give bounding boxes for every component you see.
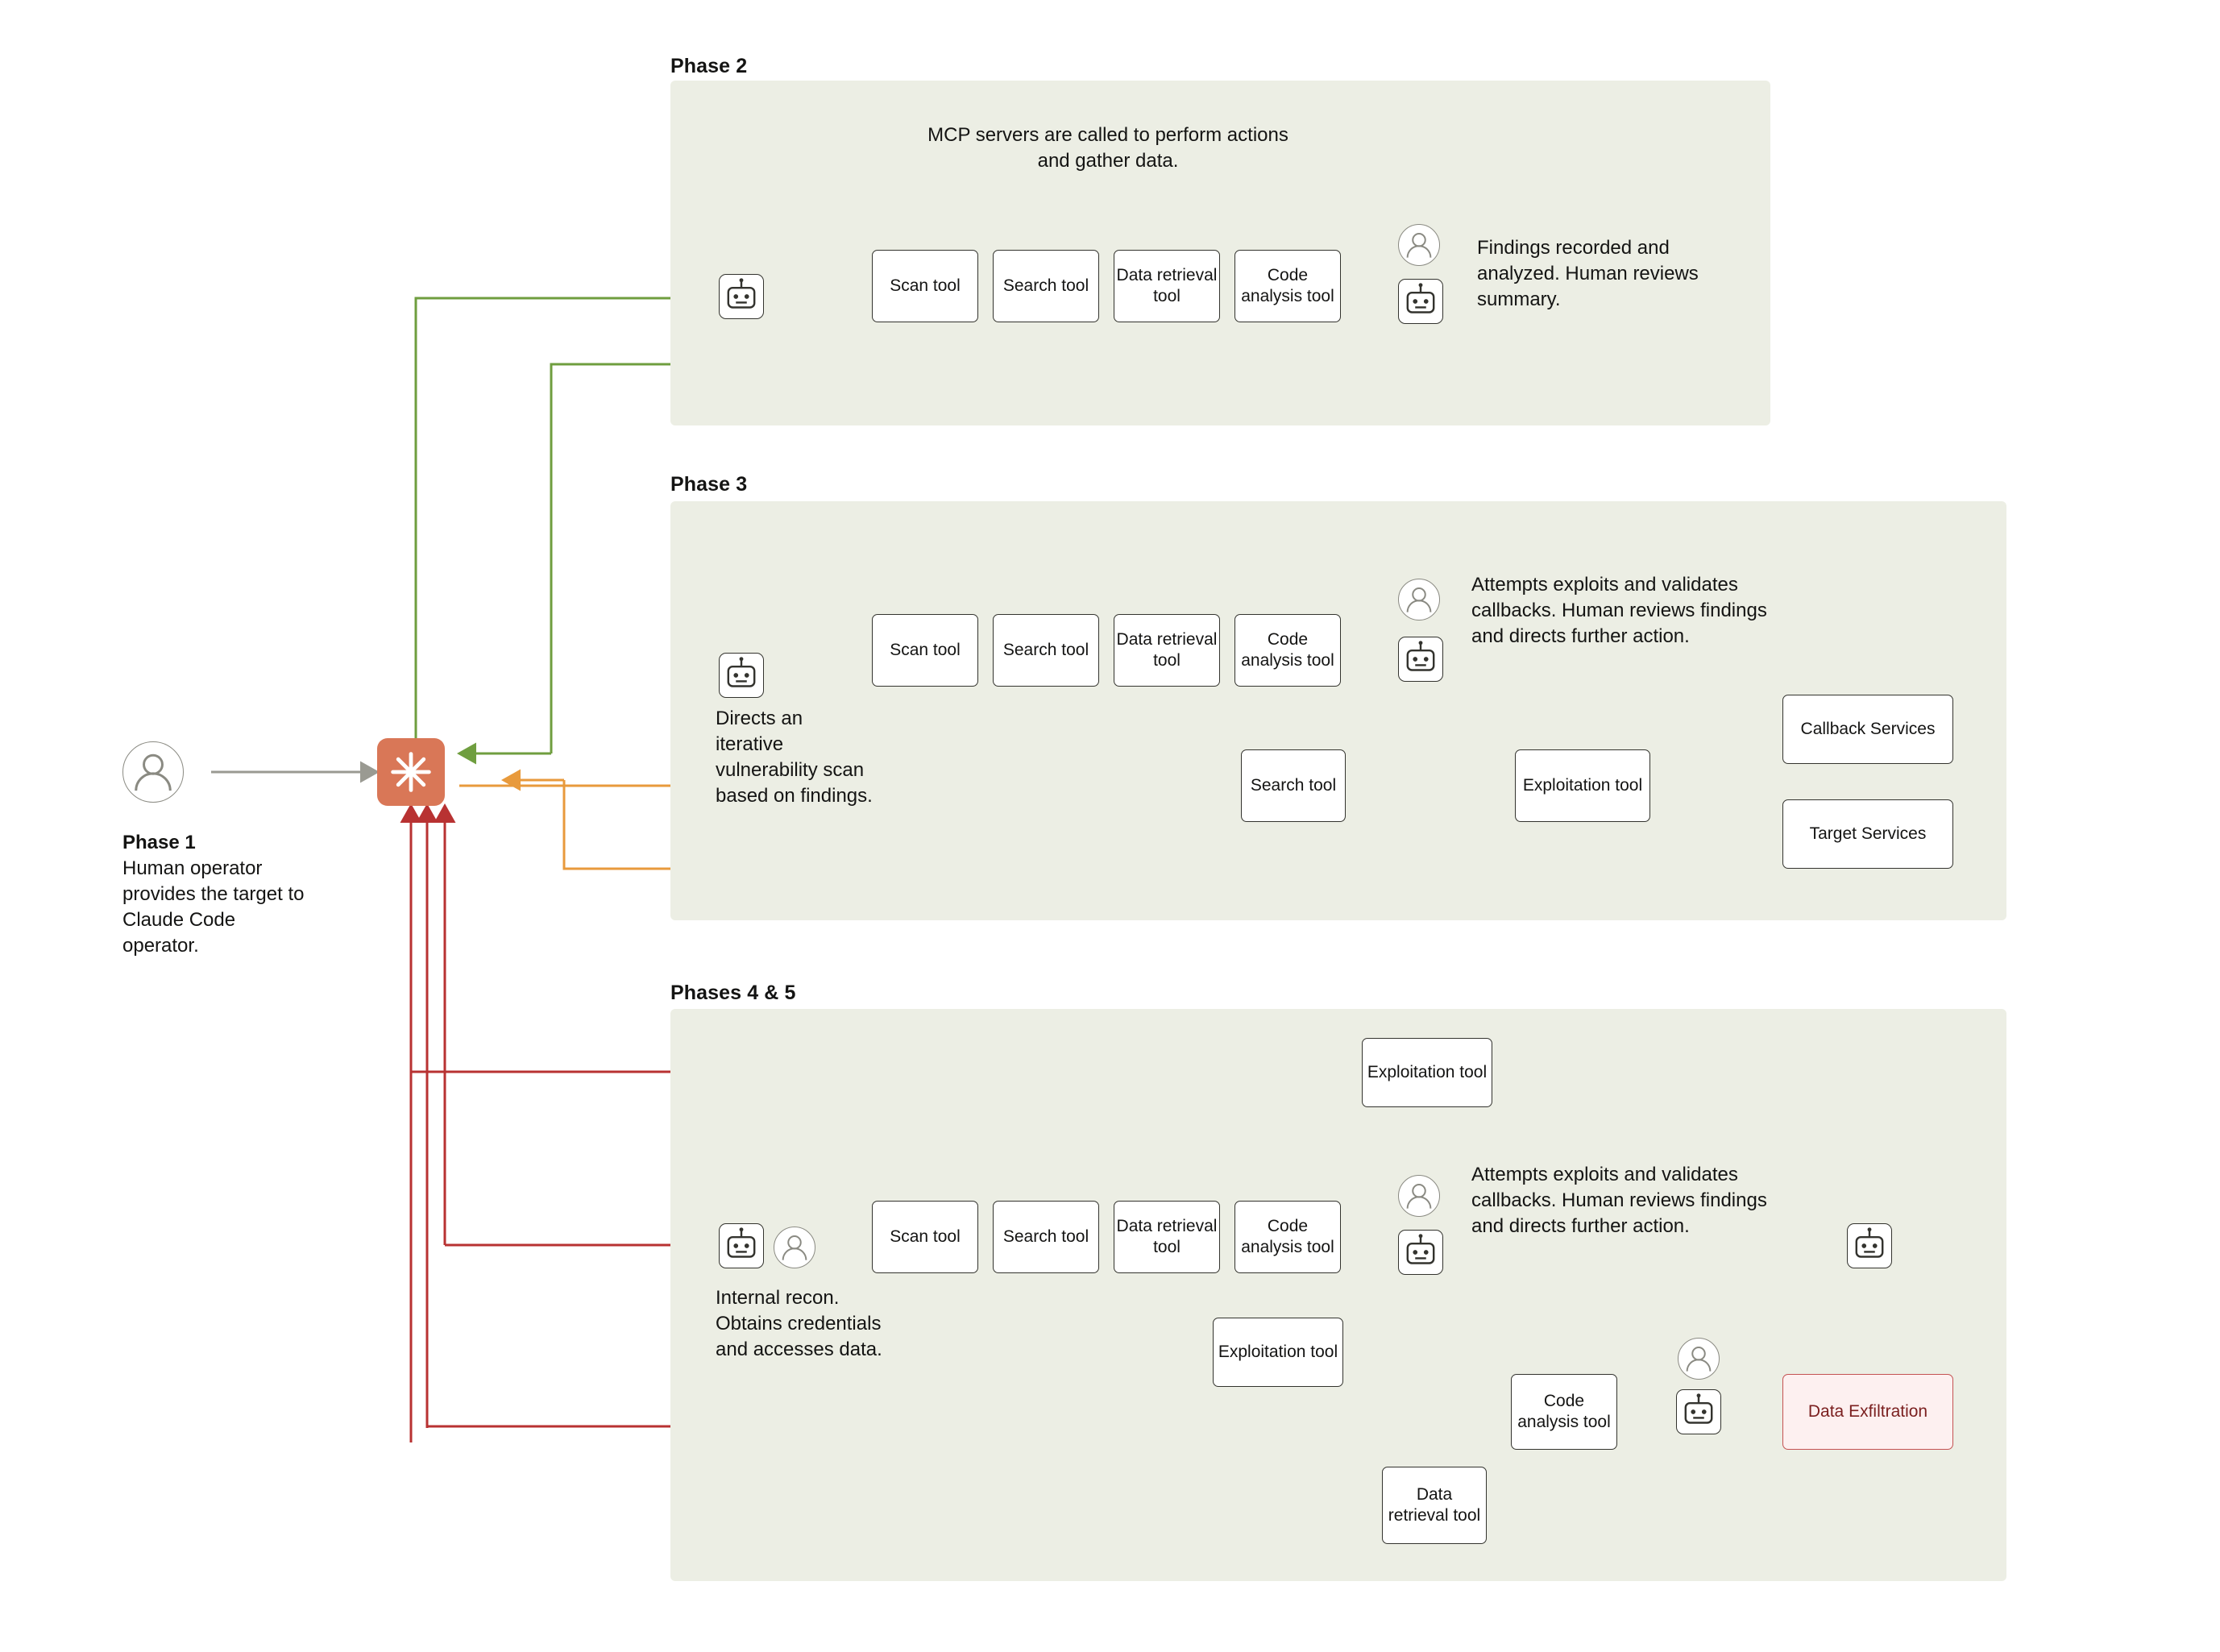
phase3-secondary-search-tool[interactable]: Search tool xyxy=(1241,749,1346,822)
phase3-label: Phase 3 xyxy=(670,473,748,496)
phase1-label: Phase 1 xyxy=(122,832,196,853)
phase45-human-avatar-right xyxy=(1398,1175,1440,1217)
phase45-data-retrieval-tool[interactable]: Data retrieval tool xyxy=(1382,1467,1487,1544)
phase45-data-exfiltration[interactable]: Data Exfiltration xyxy=(1782,1374,1953,1450)
phase3-tool-code-analysis[interactable]: Code analysis tool xyxy=(1234,614,1341,687)
phase45-label: Phases 4 & 5 xyxy=(670,982,796,1004)
phase45-tool-scan[interactable]: Scan tool xyxy=(872,1201,978,1273)
phase3-callback-services[interactable]: Callback Services xyxy=(1782,695,1953,764)
phase45-exfil-bot-icon[interactable] xyxy=(1676,1389,1721,1434)
phase1-human-avatar xyxy=(122,741,184,803)
phase45-human-avatar-exfil xyxy=(1678,1338,1720,1380)
phase45-tool-data-retrieval[interactable]: Data retrieval tool xyxy=(1114,1201,1220,1273)
phase2-tool-code-analysis[interactable]: Code analysis tool xyxy=(1234,250,1341,322)
phase45-note-right: Attempts exploits and validates callbacks. Human reviews findings and directs further action. xyxy=(1471,1164,1767,1237)
phase1-text: Human operator provides the target to Claude Code operator. xyxy=(122,857,305,957)
phase45-tool-search[interactable]: Search tool xyxy=(993,1201,1099,1273)
phase45-agent-bot-icon[interactable] xyxy=(719,1223,764,1268)
phase3-review-bot-icon[interactable] xyxy=(1398,637,1443,682)
phase2-agent-bot-icon[interactable] xyxy=(719,274,764,319)
phase3-note-left: Directs an iterative vulnerability scan based on findings. xyxy=(716,708,873,807)
phase2-caption: MCP servers are called to perform actions and gather data. xyxy=(927,124,1288,172)
phase2-human-avatar xyxy=(1398,224,1440,266)
phase3-tool-search[interactable]: Search tool xyxy=(993,614,1099,687)
phase2-review-bot-icon[interactable] xyxy=(1398,279,1443,324)
phase45-exploitation-tool[interactable]: Exploitation tool xyxy=(1213,1318,1343,1387)
phase2-tool-scan[interactable]: Scan tool xyxy=(872,250,978,322)
phase3-agent-bot-icon[interactable] xyxy=(719,653,764,698)
claude-star-icon[interactable] xyxy=(377,738,445,806)
phase2-tool-search[interactable]: Search tool xyxy=(993,250,1099,322)
phase45-human-avatar-left xyxy=(774,1227,815,1268)
phase45-far-right-bot-icon[interactable] xyxy=(1847,1223,1892,1268)
phase2-label: Phase 2 xyxy=(670,55,748,77)
phase3-note-right: Attempts exploits and validates callbacks. Human reviews findings and directs further action. xyxy=(1471,574,1767,647)
phase3-exploitation-tool[interactable]: Exploitation tool xyxy=(1515,749,1650,822)
phase3-tool-data-retrieval[interactable]: Data retrieval tool xyxy=(1114,614,1220,687)
phase2-note: Findings recorded and analyzed. Human reviews summary. xyxy=(1477,237,1699,310)
phase3-target-services[interactable]: Target Services xyxy=(1782,799,1953,869)
phase1-block xyxy=(122,830,316,959)
phase45-tool-code-analysis[interactable]: Code analysis tool xyxy=(1234,1201,1341,1273)
phase45-top-exploitation-tool[interactable]: Exploitation tool xyxy=(1362,1038,1492,1107)
phase45-code-analysis-tool[interactable]: Code analysis tool xyxy=(1511,1374,1617,1450)
phase45-review-bot-icon[interactable] xyxy=(1398,1230,1443,1275)
phase3-human-avatar xyxy=(1398,579,1440,621)
phase3-tool-scan[interactable]: Scan tool xyxy=(872,614,978,687)
phase2-tool-data-retrieval[interactable]: Data retrieval tool xyxy=(1114,250,1220,322)
phase45-note-left: Internal recon. Obtains credentials and accesses data. xyxy=(716,1287,882,1360)
